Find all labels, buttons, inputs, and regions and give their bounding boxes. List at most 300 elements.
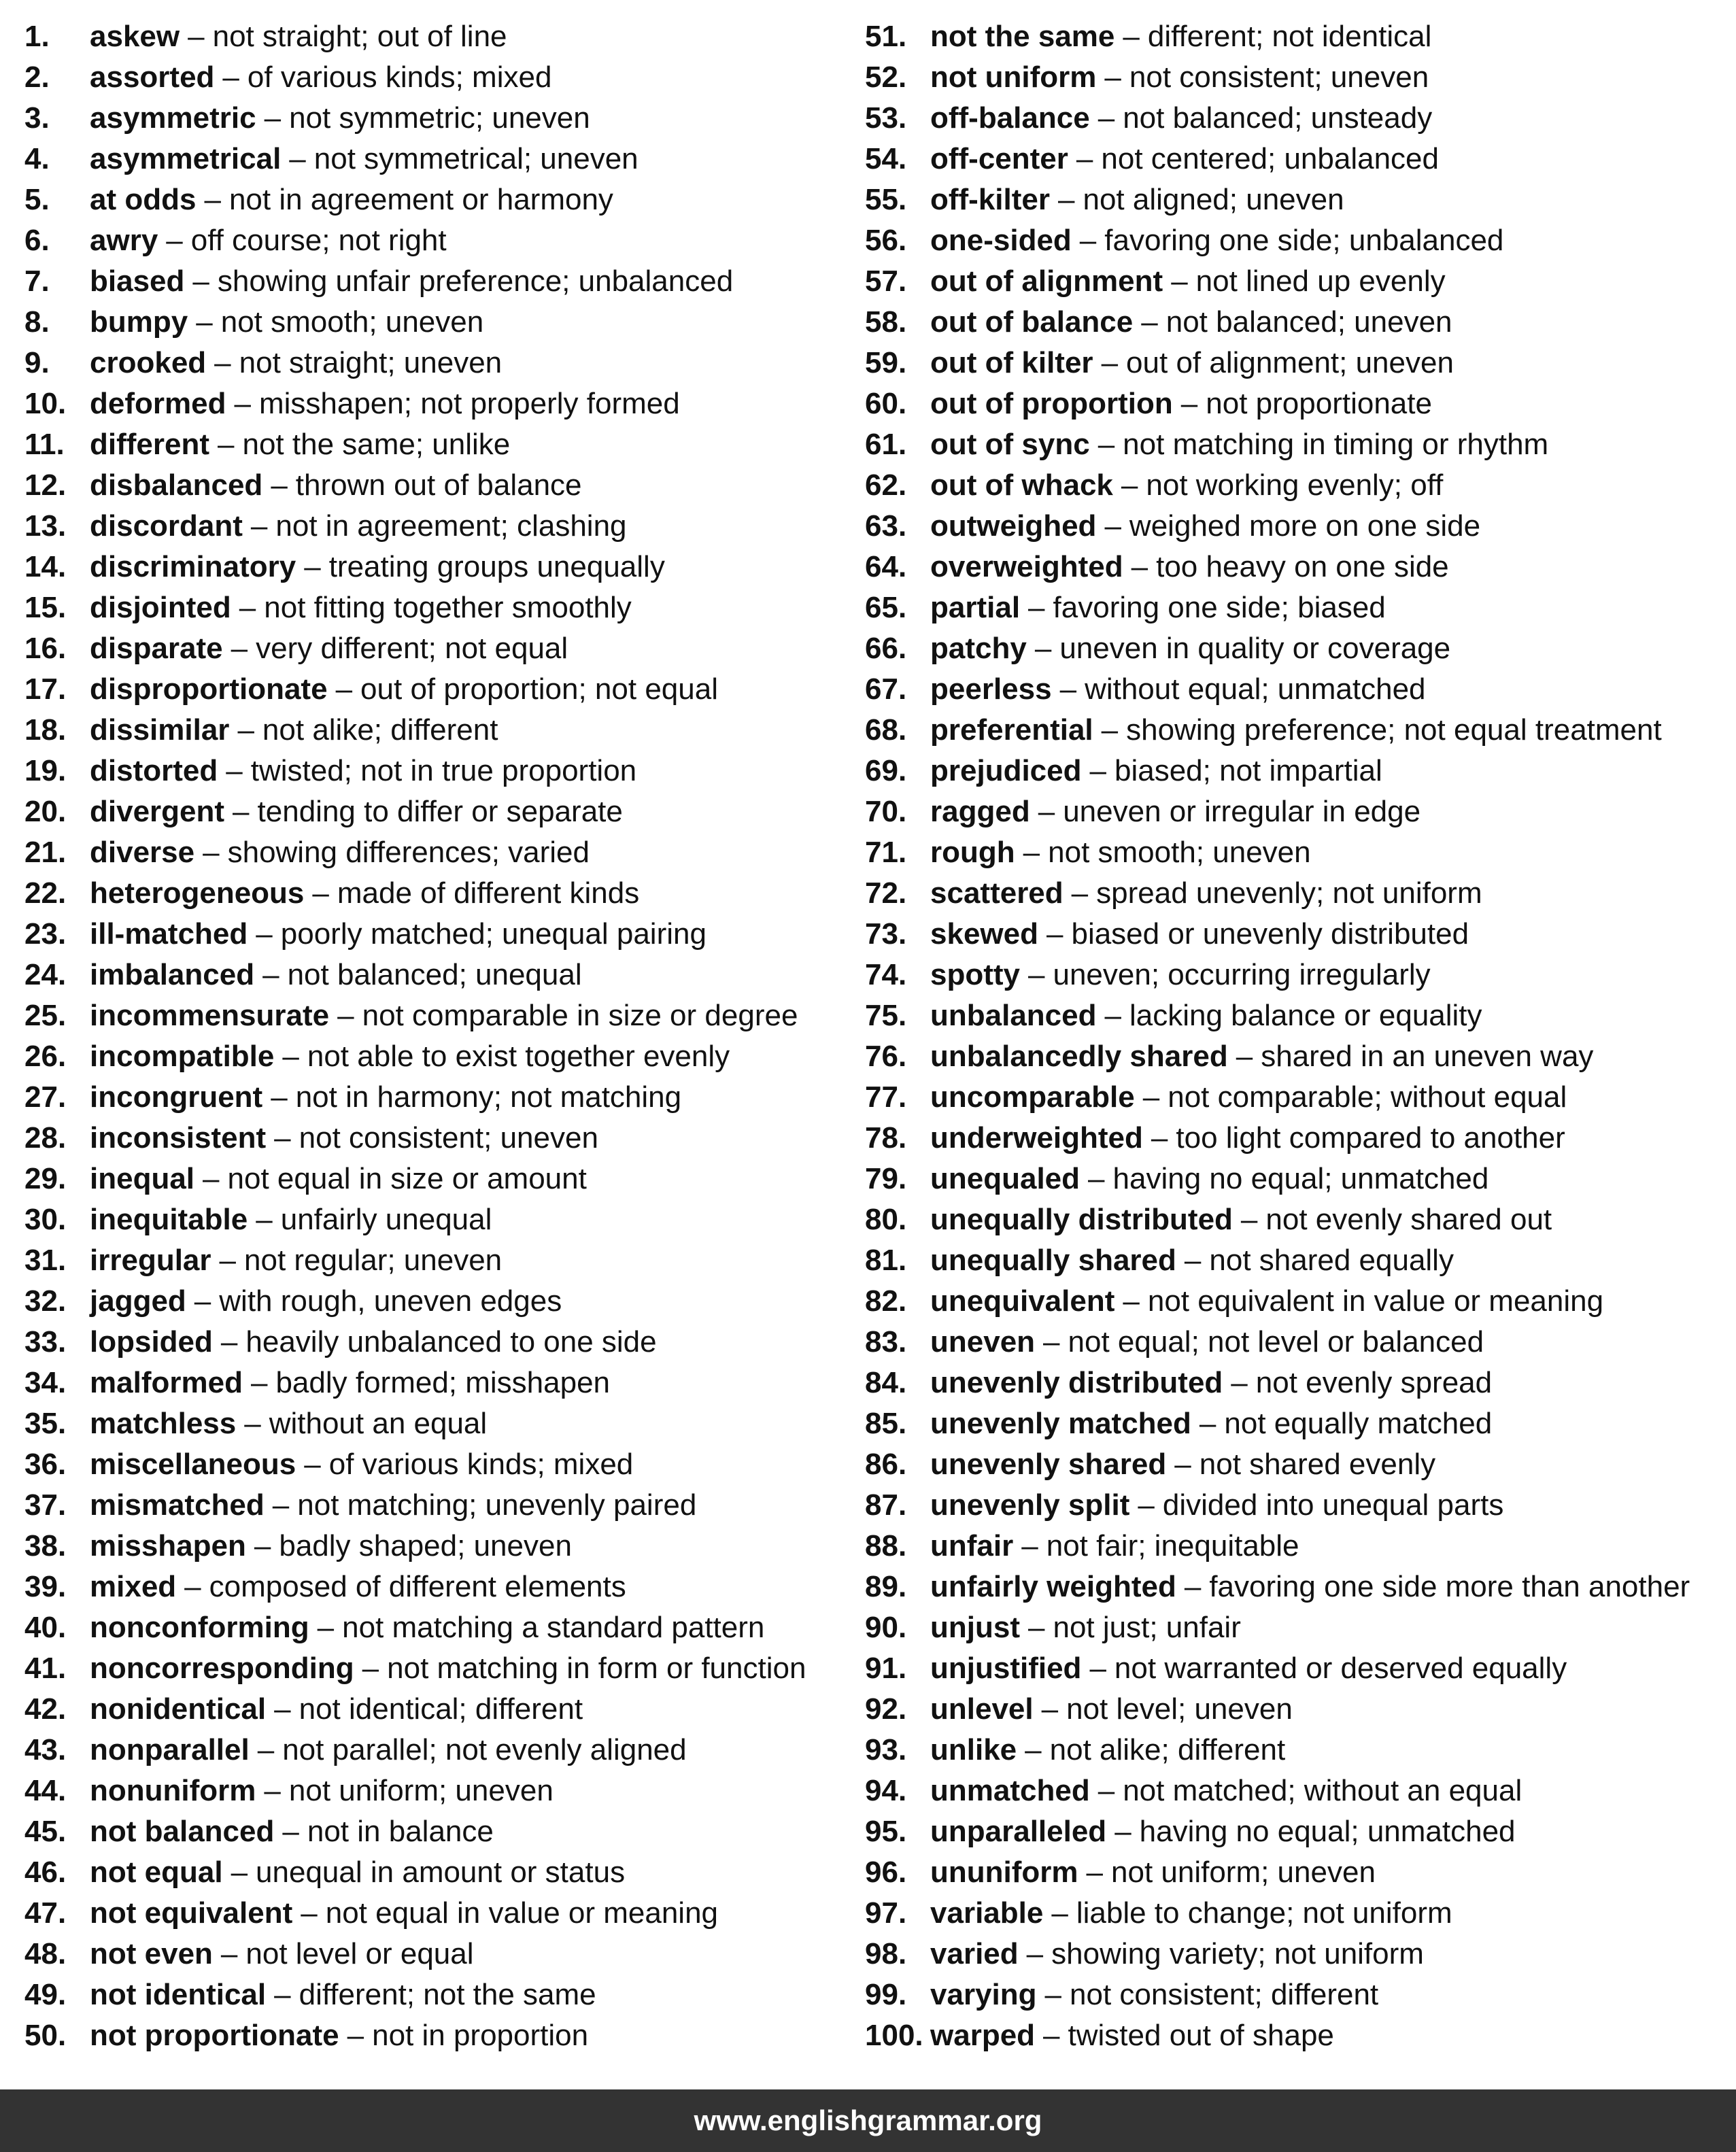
entry-definition: having no equal; unmatched — [1112, 1162, 1489, 1195]
list-item — [24, 1811, 861, 1852]
entry-word: warped — [930, 2019, 1036, 2052]
entry-word: out of balance — [930, 305, 1134, 339]
entry-dash: – — [264, 1774, 281, 1807]
entry-number: 31. — [24, 1244, 67, 1277]
entry-dash: – — [289, 142, 306, 175]
entry-number: 12. — [24, 468, 67, 502]
entry-word: variable — [930, 1896, 1044, 1930]
entry-word: dissimilar — [90, 713, 230, 747]
entry-definition: showing unfair preference; unbalanced — [217, 264, 734, 298]
entry-number: 54. — [865, 142, 907, 175]
list-item — [24, 914, 861, 955]
entry-number: 40. — [24, 1611, 67, 1644]
entry-definition: too heavy on one side — [1156, 550, 1449, 583]
entry-word: discriminatory — [90, 550, 296, 583]
entry-number: 86. — [865, 1448, 907, 1481]
entry-dash: – — [244, 1407, 261, 1440]
entry-dash: – — [1138, 1488, 1155, 1522]
entry-word: lopsided — [90, 1325, 213, 1359]
entry-number: 22. — [24, 876, 67, 910]
list-item — [865, 2015, 1701, 2056]
entry-number: 56. — [865, 224, 907, 257]
entry-definition: not the same; unlike — [242, 428, 511, 461]
entry-number: 92. — [865, 1692, 907, 1726]
entry-word: bumpy — [90, 305, 188, 339]
list-item — [865, 180, 1701, 220]
list-item — [865, 995, 1701, 1036]
entry-dash: – — [1028, 958, 1045, 991]
entry-word: unfairly weighted — [930, 1570, 1176, 1603]
entry-definition: different; not identical — [1147, 20, 1432, 53]
entry-number: 47. — [24, 1896, 67, 1930]
entry-definition: not evenly shared out — [1265, 1203, 1552, 1236]
entry-dash: – — [203, 1162, 220, 1195]
entry-number: 81. — [865, 1244, 907, 1277]
entry-number: 88. — [865, 1529, 907, 1562]
entry-number: 50. — [24, 2019, 67, 2052]
entry-dash: – — [1044, 1978, 1061, 2011]
entry-dash: – — [282, 1815, 299, 1848]
list-item — [865, 1199, 1701, 1240]
entry-number: 30. — [24, 1203, 67, 1236]
entry-word: unevenly split — [930, 1488, 1130, 1522]
entry-word: unfair — [930, 1529, 1014, 1562]
list-item — [24, 832, 861, 873]
list-item — [24, 1077, 861, 1118]
entry-word: unevenly distributed — [930, 1366, 1223, 1399]
list-item — [24, 955, 861, 995]
entry-number: 75. — [865, 999, 907, 1032]
list-item — [24, 1240, 861, 1281]
entry-dash: – — [1104, 999, 1121, 1032]
entry-definition: not just; unfair — [1053, 1611, 1241, 1644]
entry-dash: – — [250, 509, 268, 543]
entry-number: 25. — [24, 999, 67, 1032]
list-item — [865, 1485, 1701, 1526]
entry-dash: – — [1026, 1937, 1044, 1970]
list-item — [24, 2015, 861, 2056]
entry-number: 77. — [865, 1080, 907, 1114]
list-item — [865, 1689, 1701, 1730]
entry-number: 7. — [24, 264, 50, 298]
entry-dash: – — [337, 999, 354, 1032]
entry-dash: – — [1184, 1244, 1202, 1277]
entry-word: crooked — [90, 346, 207, 379]
entry-dash: – — [1046, 917, 1063, 951]
entry-dash: – — [226, 754, 243, 787]
entry-dash: – — [1199, 1407, 1216, 1440]
entry-definition: heavily unbalanced to one side — [245, 1325, 657, 1359]
entry-number: 72. — [865, 876, 907, 910]
entry-dash: – — [271, 1080, 288, 1114]
entry-definition: not equal in value or meaning — [325, 1896, 719, 1930]
entry-word: not equivalent — [90, 1896, 293, 1930]
list-item — [24, 1689, 861, 1730]
entry-dash: – — [1097, 1774, 1115, 1807]
list-item — [24, 669, 861, 710]
entry-number: 99. — [865, 1978, 907, 2011]
entry-word: not proportionate — [90, 2019, 339, 2052]
entry-definition: favoring one side more than another — [1209, 1570, 1690, 1603]
list-item — [24, 220, 861, 261]
entry-word: preferential — [930, 713, 1093, 747]
entry-definition: without an equal — [269, 1407, 488, 1440]
entry-dash: – — [1142, 1080, 1160, 1114]
entry-number: 42. — [24, 1692, 67, 1726]
list-item — [24, 995, 861, 1036]
entry-word: outweighed — [930, 509, 1097, 543]
entry-word: off-kilter — [930, 183, 1050, 216]
list-item — [865, 1118, 1701, 1159]
entry-word: unbalancedly shared — [930, 1040, 1228, 1073]
entry-word: disbalanced — [90, 468, 263, 502]
entry-word: underweighted — [930, 1121, 1143, 1155]
list-item — [24, 506, 861, 547]
entry-number: 32. — [24, 1284, 67, 1318]
list-item — [24, 547, 861, 587]
entry-definition: without equal; unmatched — [1085, 672, 1426, 706]
list-item — [24, 1118, 861, 1159]
entry-definition: shared in an uneven way — [1261, 1040, 1594, 1073]
entry-dash: – — [1059, 672, 1077, 706]
list-item — [865, 1730, 1701, 1771]
entry-word: out of alignment — [930, 264, 1163, 298]
entry-definition: favoring one side; biased — [1053, 591, 1386, 624]
entry-word: out of whack — [930, 468, 1113, 502]
list-item — [24, 1975, 861, 2015]
entry-number: 27. — [24, 1080, 67, 1114]
entry-definition: not in agreement; clashing — [275, 509, 627, 543]
entry-number: 35. — [24, 1407, 67, 1440]
entry-dash: – — [1021, 1529, 1038, 1562]
list-item — [865, 710, 1701, 751]
entry-number: 67. — [865, 672, 907, 706]
entry-word: spotty — [930, 958, 1020, 991]
entry-word: biased — [90, 264, 185, 298]
entry-number: 63. — [865, 509, 907, 543]
entry-definition: not equivalent in value or meaning — [1147, 1284, 1604, 1318]
list-item — [24, 710, 861, 751]
list-item — [865, 1159, 1701, 1199]
entry-word: incongruent — [90, 1080, 263, 1114]
word-list-left — [24, 16, 861, 2056]
entry-dash: – — [184, 1570, 201, 1603]
entry-dash: – — [1076, 142, 1093, 175]
list-item — [865, 1322, 1701, 1363]
entry-dash: – — [1151, 1121, 1168, 1155]
list-item — [865, 424, 1701, 465]
entry-word: irregular — [90, 1244, 211, 1277]
entry-number: 17. — [24, 672, 67, 706]
entry-dash: – — [274, 1692, 291, 1726]
entry-number: 24. — [24, 958, 67, 991]
entry-definition: not evenly spread — [1255, 1366, 1493, 1399]
entry-word: awry — [90, 224, 158, 257]
entry-dash: – — [196, 305, 213, 339]
entry-number: 90. — [865, 1611, 907, 1644]
entry-definition: with rough, uneven edges — [219, 1284, 562, 1318]
list-item — [865, 1240, 1701, 1281]
entry-number: 18. — [24, 713, 67, 747]
list-item — [24, 791, 861, 832]
entry-word: unmatched — [930, 1774, 1090, 1807]
entry-number: 76. — [865, 1040, 907, 1073]
entry-definition: twisted; not in true proportion — [250, 754, 637, 787]
entry-definition: uneven; occurring irregularly — [1053, 958, 1431, 991]
entry-definition: very different; not equal — [256, 632, 568, 665]
list-item — [24, 1771, 861, 1811]
entry-word: unjustified — [930, 1652, 1082, 1685]
entry-definition: not matching in timing or rhythm — [1123, 428, 1549, 461]
entry-dash: – — [1104, 509, 1121, 543]
entry-word: unequaled — [930, 1162, 1080, 1195]
entry-word: misshapen — [90, 1529, 246, 1562]
entry-dash: – — [250, 1366, 268, 1399]
entry-dash: – — [222, 61, 239, 94]
entry-definition: not uniform; uneven — [1111, 1856, 1376, 1889]
entry-number: 4. — [24, 142, 50, 175]
entry-word: scattered — [930, 876, 1063, 910]
entry-definition: not matching a standard pattern — [342, 1611, 765, 1644]
list-item — [24, 98, 861, 139]
entry-word: varied — [930, 1937, 1019, 1970]
entry-definition: weighed more on one side — [1129, 509, 1481, 543]
entry-number: 58. — [865, 305, 907, 339]
entry-number: 85. — [865, 1407, 907, 1440]
list-item — [24, 1363, 861, 1403]
entry-definition: not shared evenly — [1199, 1448, 1436, 1481]
entry-definition: out of proportion; not equal — [360, 672, 718, 706]
entry-word: nonuniform — [90, 1774, 256, 1807]
entry-number: 59. — [865, 346, 907, 379]
list-item — [24, 16, 861, 57]
list-item — [24, 302, 861, 343]
entry-number: 60. — [865, 387, 907, 420]
entry-dash: – — [1058, 183, 1075, 216]
entry-word: not equal — [90, 1856, 223, 1889]
entry-definition: not smooth; uneven — [1048, 836, 1311, 869]
entry-dash: – — [1184, 1570, 1202, 1603]
entry-definition: not identical; different — [299, 1692, 583, 1726]
entry-dash: – — [317, 1611, 335, 1644]
entry-definition: not symmetrical; uneven — [313, 142, 639, 175]
entry-number: 100. — [865, 2019, 923, 2052]
list-item — [865, 139, 1701, 180]
entry-dash: – — [1121, 468, 1138, 502]
entry-dash: – — [219, 1244, 236, 1277]
entry-number: 37. — [24, 1488, 67, 1522]
entry-number: 57. — [865, 264, 907, 298]
entry-definition: off course; not right — [190, 224, 447, 257]
list-item — [865, 1811, 1701, 1852]
entry-definition: spread unevenly; not uniform — [1096, 876, 1482, 910]
entry-number: 16. — [24, 632, 67, 665]
entry-dash: – — [220, 1937, 238, 1970]
entry-word: not even — [90, 1937, 213, 1970]
list-item — [24, 1567, 861, 1607]
entry-definition: too light compared to another — [1176, 1121, 1565, 1155]
entry-number: 36. — [24, 1448, 67, 1481]
entry-dash: – — [1101, 713, 1119, 747]
entry-dash: – — [220, 1325, 238, 1359]
entry-word: uncomparable — [930, 1080, 1135, 1114]
entry-word: uneven — [930, 1325, 1036, 1359]
list-item — [865, 98, 1701, 139]
entry-word: one-sided — [930, 224, 1072, 257]
entry-number: 49. — [24, 1978, 67, 2011]
entry-word: out of proportion — [930, 387, 1173, 420]
list-item — [865, 1526, 1701, 1567]
entry-word: matchless — [90, 1407, 237, 1440]
entry-definition: showing preference; not equal treatment — [1126, 713, 1662, 747]
entry-word: not balanced — [90, 1815, 275, 1848]
entry-definition: not smooth; uneven — [220, 305, 484, 339]
entry-dash: – — [233, 795, 250, 828]
entry-word: miscellaneous — [90, 1448, 296, 1481]
entry-definition: different; not the same — [299, 1978, 596, 2011]
list-item — [24, 628, 861, 669]
entry-word: noncorresponding — [90, 1652, 354, 1685]
list-item — [865, 791, 1701, 832]
entry-definition: not parallel; not evenly aligned — [282, 1733, 687, 1766]
list-item — [24, 1934, 861, 1975]
entry-definition: not symmetric; uneven — [289, 101, 590, 135]
list-item — [24, 424, 861, 465]
entry-word: ragged — [930, 795, 1030, 828]
entry-number: 95. — [865, 1815, 907, 1848]
entry-dash: – — [1043, 1325, 1060, 1359]
entry-definition: not equal in size or amount — [227, 1162, 587, 1195]
entry-number: 89. — [865, 1570, 907, 1603]
list-item — [24, 1526, 861, 1567]
entry-definition: not consistent; different — [1070, 1978, 1379, 2011]
entry-definition: not balanced; unsteady — [1123, 101, 1433, 135]
entry-word: asymmetric — [90, 101, 256, 135]
entry-definition: not proportionate — [1206, 387, 1432, 420]
entry-word: unequivalent — [930, 1284, 1115, 1318]
entry-dash: – — [272, 1488, 290, 1522]
entry-definition: tending to differ or separate — [257, 795, 623, 828]
entry-definition: unequal in amount or status — [256, 1856, 626, 1889]
entry-dash: – — [1025, 1733, 1042, 1766]
entry-dash: – — [254, 1529, 271, 1562]
entry-word: heterogeneous — [90, 876, 305, 910]
entry-dash: – — [1028, 591, 1045, 624]
entry-number: 41. — [24, 1652, 67, 1685]
entry-definition: not consistent; uneven — [1129, 61, 1429, 94]
entry-definition: not comparable in size or degree — [362, 999, 798, 1032]
list-item — [24, 873, 861, 914]
entry-number: 80. — [865, 1203, 907, 1236]
entry-number: 46. — [24, 1856, 67, 1889]
entry-number: 73. — [865, 917, 907, 951]
entry-word: unlevel — [930, 1692, 1034, 1726]
entry-word: varying — [930, 1978, 1037, 2011]
list-item — [865, 669, 1701, 710]
entry-word: diverse — [90, 836, 195, 869]
list-item — [865, 506, 1701, 547]
entry-definition: not balanced; unequal — [287, 958, 582, 991]
entry-definition: not working evenly; off — [1146, 468, 1444, 502]
entry-dash: – — [1088, 1162, 1105, 1195]
entry-dash: – — [1097, 428, 1115, 461]
entry-dash: – — [274, 1121, 291, 1155]
entry-definition: out of alignment; uneven — [1126, 346, 1454, 379]
entry-definition: composed of different elements — [209, 1570, 626, 1603]
entry-word: mismatched — [90, 1488, 265, 1522]
entry-definition: biased; not impartial — [1114, 754, 1382, 787]
entry-word: unequally distributed — [930, 1203, 1233, 1236]
entry-dash: – — [1027, 1611, 1045, 1644]
entry-dash: – — [256, 1203, 273, 1236]
entry-definition: not equal; not level or balanced — [1068, 1325, 1484, 1359]
list-item — [865, 1852, 1701, 1893]
entry-word: deformed — [90, 387, 226, 420]
entry-definition: misshapen; not properly formed — [258, 387, 680, 420]
entry-number: 38. — [24, 1529, 67, 1562]
entry-number: 98. — [865, 1937, 907, 1970]
entry-dash: – — [166, 224, 183, 257]
entry-number: 34. — [24, 1366, 67, 1399]
list-item — [24, 1159, 861, 1199]
entry-definition: not able to exist together evenly — [307, 1040, 730, 1073]
entry-number: 78. — [865, 1121, 907, 1155]
entry-word: overweighted — [930, 550, 1123, 583]
list-item — [24, 180, 861, 220]
entry-dash: – — [188, 20, 205, 53]
entry-number: 48. — [24, 1937, 67, 1970]
list-item — [865, 628, 1701, 669]
entry-definition: unfairly unequal — [280, 1203, 492, 1236]
entry-dash: – — [304, 550, 321, 583]
entry-dash: – — [237, 713, 254, 747]
entry-number: 26. — [24, 1040, 67, 1073]
list-item — [865, 751, 1701, 791]
entry-dash: – — [192, 264, 209, 298]
entry-dash: – — [1023, 836, 1040, 869]
list-item — [24, 1648, 861, 1689]
list-item — [865, 220, 1701, 261]
list-item — [865, 1403, 1701, 1444]
entry-definition: not aligned; uneven — [1083, 183, 1344, 216]
entry-number: 96. — [865, 1856, 907, 1889]
entry-definition: not fitting together smoothly — [264, 591, 632, 624]
entry-dash: – — [1034, 632, 1052, 665]
entry-dash: – — [1086, 1856, 1103, 1889]
entry-definition: not in harmony; not matching — [295, 1080, 682, 1114]
entry-word: distorted — [90, 754, 218, 787]
entry-number: 83. — [865, 1325, 907, 1359]
entry-dash: – — [1079, 224, 1097, 257]
entry-word: divergent — [90, 795, 225, 828]
entry-word: asymmetrical — [90, 142, 282, 175]
list-item — [24, 1322, 861, 1363]
entry-dash: – — [1097, 101, 1115, 135]
entry-word: ununiform — [930, 1856, 1078, 1889]
list-item — [24, 383, 861, 424]
entry-word: disjointed — [90, 591, 231, 624]
entry-number: 15. — [24, 591, 67, 624]
list-item — [24, 1281, 861, 1322]
entry-number: 19. — [24, 754, 67, 787]
entry-word: discordant — [90, 509, 243, 543]
list-item — [24, 1403, 861, 1444]
entry-definition: not in agreement or harmony — [228, 183, 613, 216]
entry-number: 45. — [24, 1815, 67, 1848]
list-item — [865, 1648, 1701, 1689]
list-item — [865, 1934, 1701, 1975]
entry-number: 52. — [865, 61, 907, 94]
